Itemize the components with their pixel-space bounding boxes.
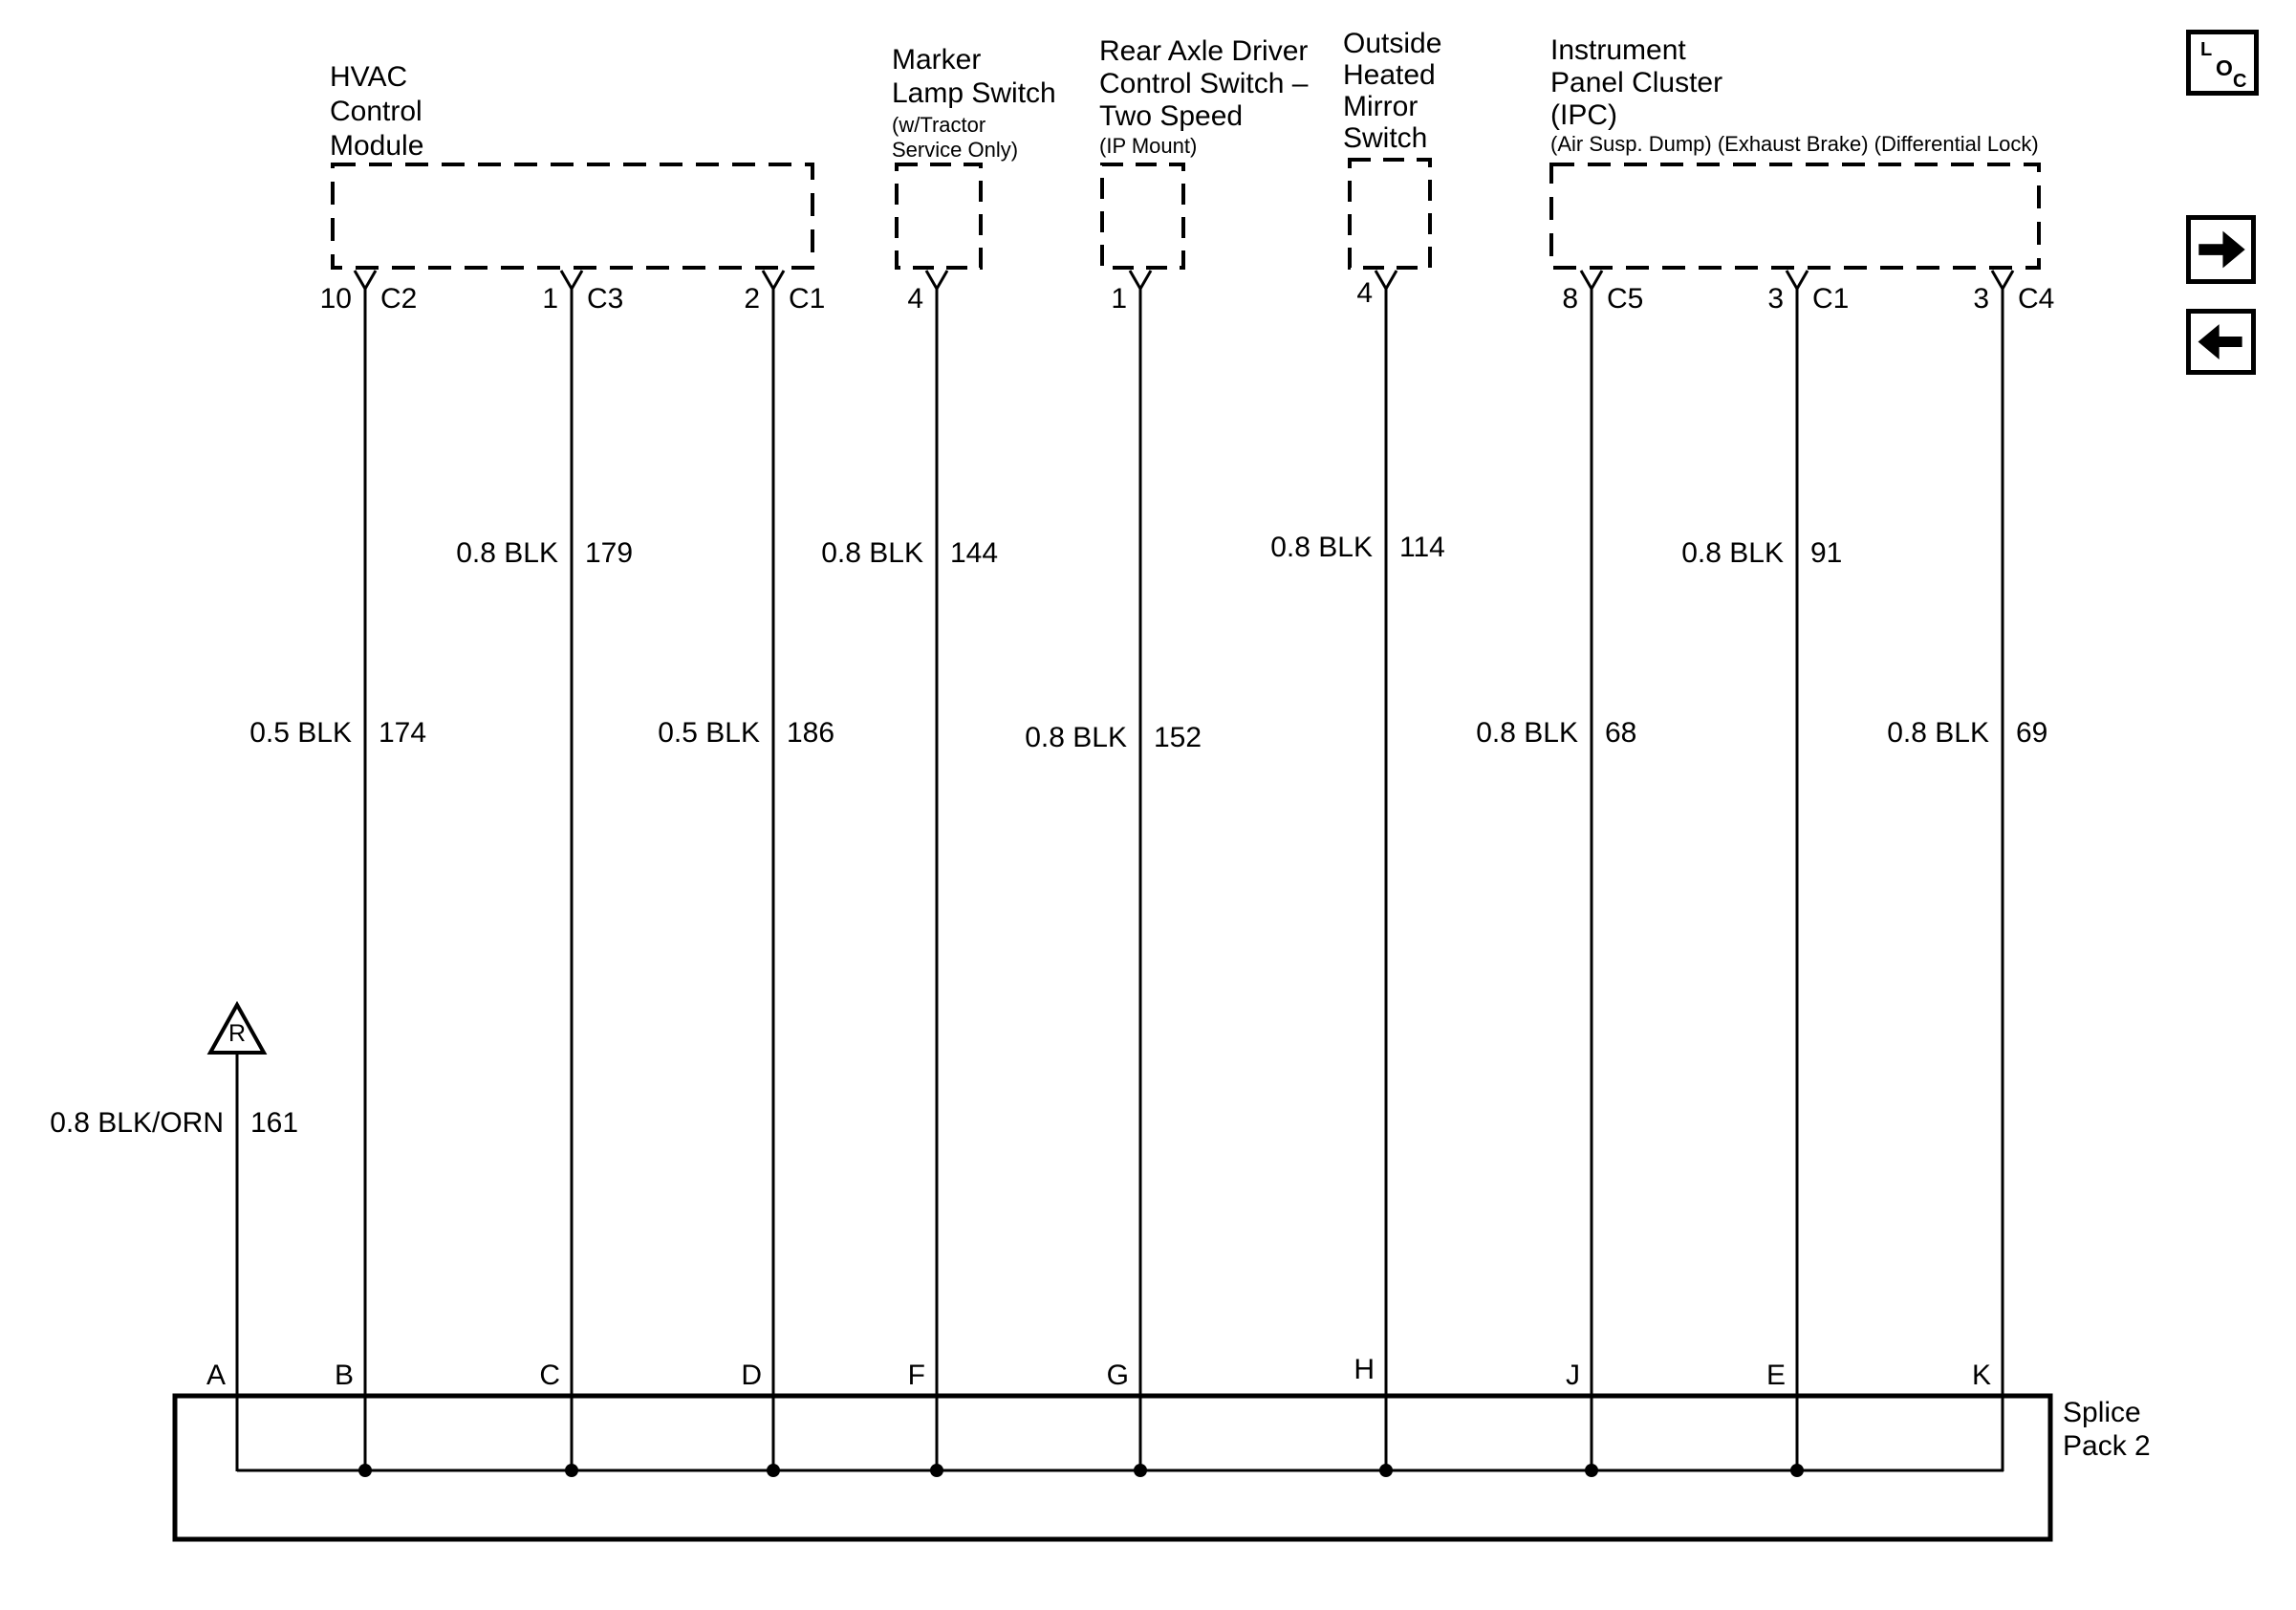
- marker-lamp-label-line: Marker: [892, 44, 982, 76]
- wire-circuit: 68: [1605, 717, 1637, 749]
- wires: [237, 289, 2004, 1471]
- connector-code: C1: [789, 283, 826, 315]
- hvac-label-line: Module: [330, 130, 424, 162]
- forward-button[interactable]: [2186, 215, 2256, 284]
- splice-terminal-letter: E: [1765, 1360, 1786, 1391]
- wire-spec: 0.8 BLK: [1476, 717, 1578, 749]
- junction-dot: [565, 1464, 578, 1477]
- ipc-label-line: Instrument: [1550, 34, 1686, 66]
- connector-fork-icon: [561, 271, 582, 289]
- loc-letter-l: L: [2200, 39, 2213, 60]
- wire-circuit: 161: [250, 1107, 299, 1139]
- wire-spec: 0.8 BLK: [1681, 537, 1784, 569]
- connector-code: C2: [380, 283, 418, 315]
- connector-code: C5: [1607, 283, 1644, 315]
- hvac-label-line: Control: [330, 96, 422, 127]
- splice-terminal-letter: D: [741, 1360, 762, 1391]
- connector-fork-icon: [1992, 271, 2013, 289]
- pin-number: 1: [1111, 283, 1127, 315]
- wire-circuit: 91: [1810, 537, 1843, 569]
- marker-lamp-label-line: Lamp Switch: [892, 77, 1056, 109]
- ipc-label-line: Panel Cluster: [1550, 67, 1723, 98]
- pin-number: 3: [1973, 283, 1989, 315]
- wire-spec: 0.8 BLK: [456, 537, 558, 569]
- rear-axle-sub-line: (IP Mount): [1099, 134, 1198, 158]
- wire-circuit: 152: [1154, 722, 1202, 753]
- rear-axle-label-line: Rear Axle Driver: [1099, 35, 1309, 67]
- connector-fork-icon: [926, 271, 947, 289]
- wire-spec: 0.8 BLK/ORN: [50, 1107, 224, 1139]
- pin-number: 2: [744, 283, 760, 315]
- wire-circuit: 144: [950, 537, 999, 569]
- mirror-switch-label-line: Mirror: [1343, 91, 1419, 122]
- pin-number: 3: [1767, 283, 1784, 315]
- splice-terminal-letter: A: [206, 1360, 226, 1391]
- wire-spec: 0.8 BLK: [1887, 717, 1989, 749]
- pin-number: 4: [907, 283, 923, 315]
- junction-dot: [930, 1464, 943, 1477]
- pin-number: 1: [542, 283, 558, 315]
- connector-fork-icon: [763, 271, 784, 289]
- splice-pack-label-line: Pack 2: [2063, 1430, 2151, 1462]
- splice-terminal-letter: K: [1971, 1360, 1991, 1391]
- mirror-switch-component-box: [1350, 160, 1430, 268]
- mirror-switch-label-line: Heated: [1343, 59, 1436, 91]
- splice-pack-label-line: Splice: [2063, 1397, 2141, 1428]
- connector-fork-icon: [1581, 271, 1602, 289]
- wire-circuit: 174: [379, 717, 427, 749]
- connector-code: C1: [1812, 283, 1850, 315]
- wire-circuit: 186: [787, 717, 835, 749]
- pin-number: 10: [319, 283, 352, 315]
- pin-number: 4: [1356, 277, 1373, 309]
- marker-lamp-component-box: [897, 164, 981, 268]
- ipc-component-box: [1551, 164, 2039, 268]
- connector-fork-icon: [355, 271, 376, 289]
- splice-pack-box: [175, 1396, 2050, 1539]
- splice-terminal-letter: H: [1354, 1354, 1375, 1385]
- junction-dot: [1379, 1464, 1393, 1477]
- arrow-left-icon: [2191, 314, 2251, 370]
- splice-terminal-letter: J: [1566, 1360, 1580, 1391]
- arrow-right-icon: [2191, 220, 2251, 279]
- junction-dot: [358, 1464, 372, 1477]
- splice-terminal-letter: G: [1106, 1360, 1129, 1391]
- rear-axle-label-line: Control Switch –: [1099, 68, 1309, 99]
- splice-terminal-letter: C: [539, 1360, 560, 1391]
- hvac-label-line: HVAC: [330, 61, 408, 93]
- wire-spec: 0.8 BLK: [1270, 532, 1373, 563]
- splice-terminal-letter: F: [907, 1360, 925, 1391]
- junction-dot: [1790, 1464, 1804, 1477]
- wire-spec: 0.5 BLK: [249, 717, 352, 749]
- wire-spec: 0.8 BLK: [1025, 722, 1127, 753]
- back-button[interactable]: [2186, 309, 2256, 375]
- hvac-component-box: [333, 164, 812, 268]
- junction-dot: [1134, 1464, 1147, 1477]
- rear-axle-label-line: Two Speed: [1099, 100, 1244, 132]
- connector-fork-icon: [1130, 271, 1151, 289]
- marker-lamp-sub-line: (w/Tractor: [892, 113, 986, 137]
- connector-code: C3: [587, 283, 624, 315]
- wire-circuit: 69: [2016, 717, 2048, 749]
- rear-axle-component-box: [1102, 164, 1183, 268]
- splice-terminal-letter: B: [334, 1360, 354, 1391]
- connector-fork-icon: [1787, 271, 1808, 289]
- marker-lamp-sub-line: Service Only): [892, 138, 1019, 162]
- mirror-switch-label-line: Outside: [1343, 28, 1442, 59]
- wire-spec: 0.8 BLK: [821, 537, 923, 569]
- loc-letter-c: C: [2233, 71, 2247, 92]
- wire-spec: 0.5 BLK: [658, 717, 760, 749]
- junction-dot: [767, 1464, 780, 1477]
- loc-letter-o: O: [2216, 55, 2233, 80]
- connector-fork-icon: [1375, 271, 1397, 289]
- ipc-sub-line: (Air Susp. Dump) (Exhaust Brake) (Differential Lock): [1550, 132, 2039, 156]
- pin-number: 8: [1562, 283, 1578, 315]
- ground-reference-label: R: [227, 1020, 247, 1047]
- ipc-label-line: (IPC): [1550, 99, 1617, 131]
- wire-circuit: 179: [585, 537, 634, 569]
- wire-circuit: 114: [1399, 532, 1445, 563]
- connector-code: C4: [2018, 283, 2055, 315]
- loc-button[interactable]: [2186, 30, 2259, 96]
- mirror-switch-label-line: Switch: [1343, 122, 1428, 154]
- junction-dot: [1585, 1464, 1598, 1477]
